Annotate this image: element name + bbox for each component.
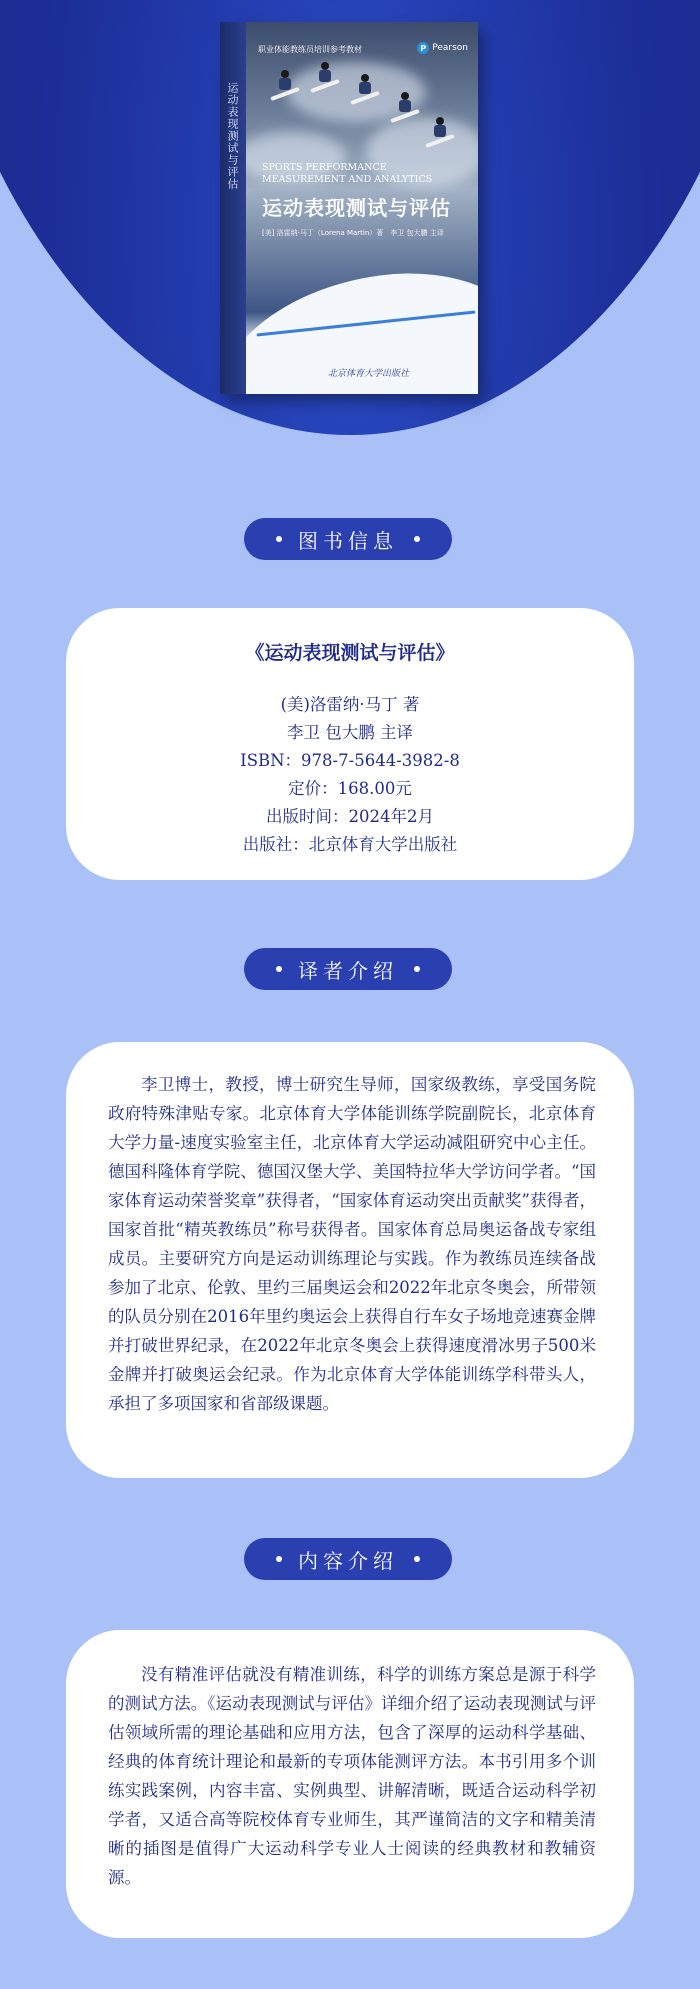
translator-card bbox=[66, 1042, 634, 1478]
book-info-card bbox=[66, 608, 634, 880]
info-publish-date: 出版时间：2024年2月 bbox=[266, 807, 434, 826]
snowboarder-icon bbox=[276, 70, 294, 96]
book-series-label: 职业体能教练员培训参考教材 bbox=[258, 45, 362, 54]
book-cover bbox=[220, 22, 478, 394]
bullet-dot-icon bbox=[276, 1556, 282, 1562]
pearson-p-icon: P bbox=[417, 42, 429, 54]
section-title-text: 译者介绍 bbox=[298, 958, 398, 983]
bullet-dot-icon bbox=[414, 966, 420, 972]
hero-banner bbox=[0, 0, 700, 460]
info-isbn: ISBN：978-7-5644-3982-8 bbox=[240, 751, 460, 770]
snowboarder-icon bbox=[396, 92, 414, 118]
bullet-dot-icon bbox=[414, 536, 420, 542]
translator-bio: 李卫博士，教授，博士研究生导师，国家级教练，享受国务院政府特殊津贴专家。北京体育大学体能训练学院副院长，北京体育大学力量-速度实验室主任，北京体育大学运动减阻研究中心主任。德国科隆体育学院、德国汉堡大学、美国特拉华大学访问学者。“国家体育运动荣誉奖章”获得者，“国家体育运动突出贡献奖”获得者，国家首批“精英教练员”称号获得者。国家体育总局奥运备战专家组成员。主要研究方向是运动训练理论与实践。作为教练员连续备战参加了北京、伦敦、里约三届奥运会和2022年北京冬奥会，所带领的队员分别在2016年里约奥运会上获得自行车女子场地竞速赛金牌并打破世界纪录，在2022年北京冬奥会上获得速度滑冰男子500米金牌并打破奥运会纪录。作为北京体育大学体能训练学科带头人，承担了多项国家和省部级课题。 bbox=[108, 1075, 596, 1413]
book-spine bbox=[220, 22, 246, 394]
info-translators: 李卫 包大鹏 主译 bbox=[287, 723, 413, 742]
pearson-logo bbox=[417, 42, 468, 54]
section-title-text: 内容介绍 bbox=[298, 1548, 398, 1573]
bullet-dot-icon bbox=[276, 966, 282, 972]
info-price: 定价：168.00元 bbox=[288, 779, 412, 798]
info-author: (美)洛雷纳·马丁 著 bbox=[280, 695, 420, 714]
book-english-title bbox=[262, 162, 462, 186]
pearson-brand-text: Pearson bbox=[432, 43, 468, 53]
content-card bbox=[66, 1630, 634, 1938]
section-title-info bbox=[244, 518, 452, 560]
book-front-cover bbox=[246, 22, 478, 394]
info-publisher: 出版社：北京体育大学出版社 bbox=[242, 835, 458, 854]
section-title-content bbox=[244, 1538, 452, 1580]
en-title-line: MEASUREMENT AND ANALYTICS bbox=[262, 174, 433, 185]
book-publisher-mark: 北京体育大学出版社 bbox=[328, 369, 410, 379]
section-title-translator bbox=[244, 948, 452, 990]
snowboarder-icon bbox=[316, 62, 334, 88]
snowboarder-icon bbox=[431, 117, 449, 143]
bullet-dot-icon bbox=[276, 536, 282, 542]
book-authors-line: [美] 洛雷纳·马丁（Lorena Martin）著 李卫 包大鹏 主译 bbox=[262, 229, 444, 237]
snowboarder-icon bbox=[356, 74, 374, 100]
book-chinese-title: 运动表现测试与评估 bbox=[262, 196, 451, 220]
info-book-title: 《运动表现测试与评估》 bbox=[245, 642, 455, 664]
en-title-line: SPORTS PERFORMANCE bbox=[262, 162, 387, 173]
content-description: 没有精准评估就没有精准训练，科学的训练方案总是源于科学的测试方法。《运动表现测试与评估》详细介绍了运动表现测试与评估领域所需的理论基础和应用方法，包含了深厚的运动科学基础、经典的体育统计理论和最新的专项体能测评方法。本书引用多个训练实践案例，内容丰富、实例典型、讲解清晰，既适合运动科学初学者，又适合高等院校体育专业师生，其严谨简洁的文字和精美清晰的插图是值得广大运动科学专业人士阅读的经典教材和教辅资源。 bbox=[108, 1665, 596, 1887]
book-spine-text: 运动表现测试与评估 bbox=[226, 82, 239, 190]
section-title-text: 图书信息 bbox=[298, 528, 398, 553]
bullet-dot-icon bbox=[414, 1556, 420, 1562]
